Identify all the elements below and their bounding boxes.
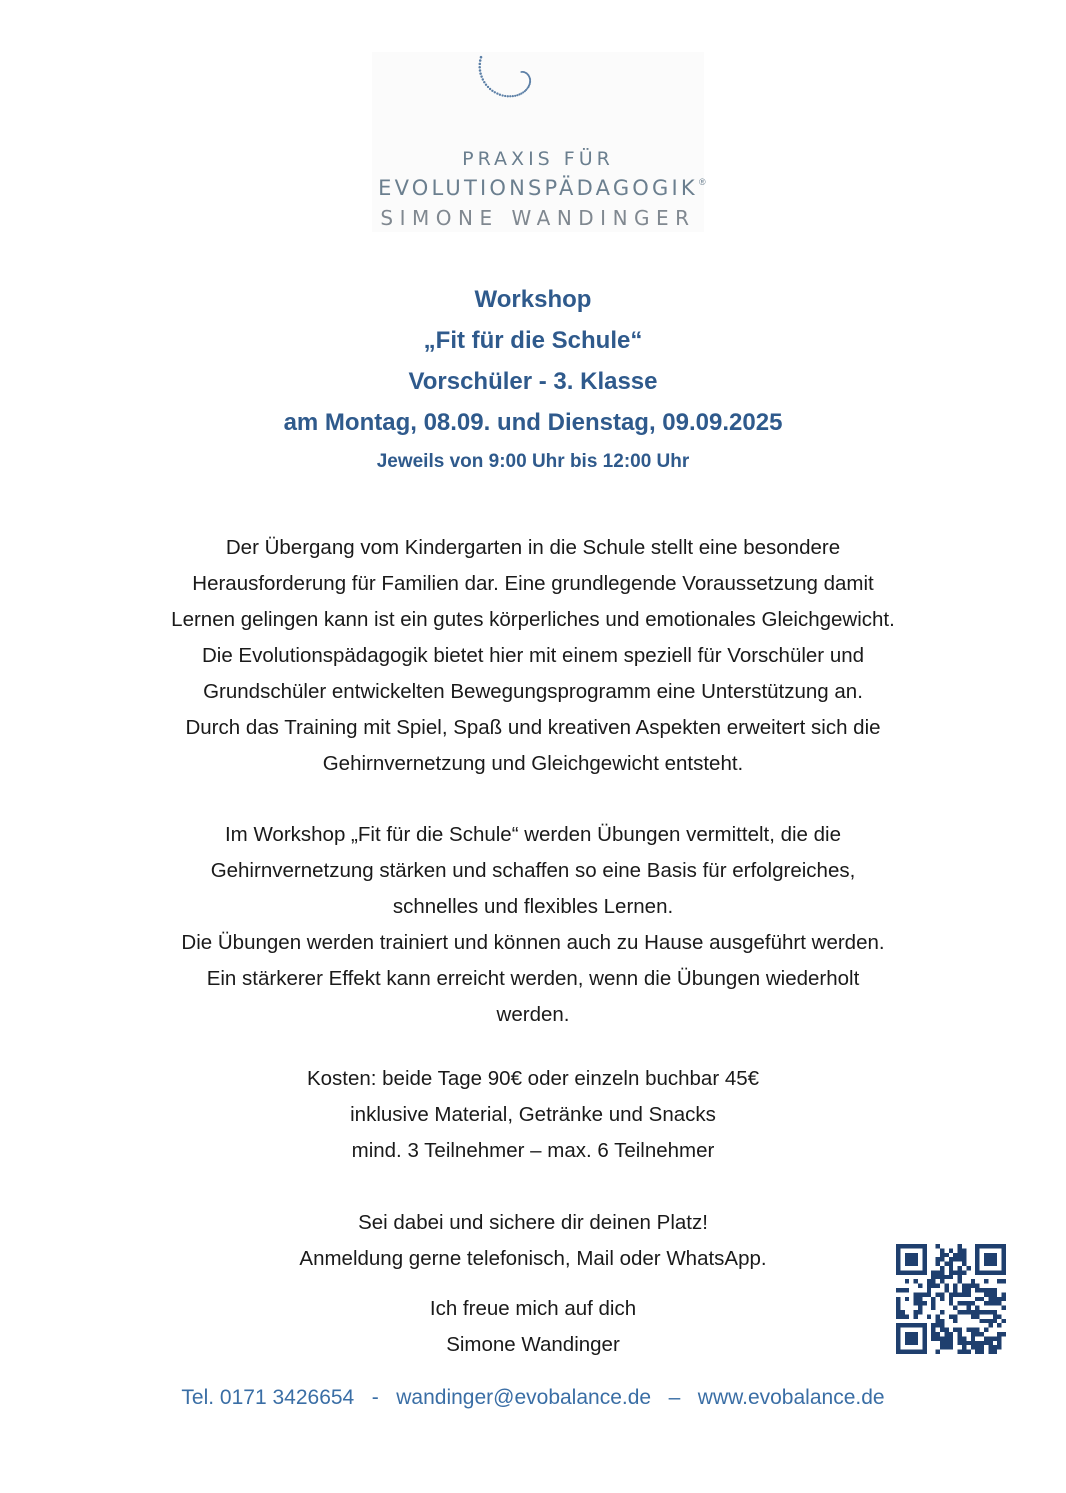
qr-module xyxy=(993,1345,997,1349)
qr-module xyxy=(953,1288,957,1292)
qr-module xyxy=(966,1350,970,1354)
qr-module xyxy=(931,1284,935,1288)
qr-finder xyxy=(984,1253,997,1266)
qr-module xyxy=(936,1319,940,1323)
qr-module xyxy=(971,1310,975,1314)
qr-module xyxy=(944,1341,948,1345)
qr-module xyxy=(940,1257,944,1261)
qr-module xyxy=(993,1314,997,1318)
qr-module xyxy=(918,1292,922,1296)
qr-module xyxy=(944,1332,948,1336)
spiral-dot xyxy=(499,94,501,96)
workshop-paragraph xyxy=(80,817,986,1033)
qr-module xyxy=(988,1310,992,1314)
website-link[interactable]: www.evobalance.de xyxy=(697,1386,885,1409)
qr-module xyxy=(931,1297,935,1301)
qr-module xyxy=(944,1284,948,1288)
spiral-dot xyxy=(479,69,482,72)
workshop-date: am Montag, 08.09. und Dienstag, 09.09.2025 xyxy=(283,409,783,436)
spiral-dot xyxy=(501,94,503,96)
qr-module xyxy=(984,1336,988,1340)
qr-module xyxy=(980,1350,984,1354)
qr-module xyxy=(896,1288,900,1292)
cta-line: Sei dabei und sichere dir deinen Platz! xyxy=(358,1211,708,1234)
qr-module xyxy=(900,1310,904,1314)
qr-module xyxy=(975,1341,979,1345)
qr-module xyxy=(984,1288,988,1292)
qr-module xyxy=(1002,1279,1006,1283)
workshop-label: Workshop xyxy=(474,286,592,313)
qr-module xyxy=(971,1279,975,1283)
closing-block xyxy=(80,1291,986,1363)
qr-module xyxy=(949,1341,953,1345)
qr-module xyxy=(975,1332,979,1336)
qr-module xyxy=(958,1257,962,1261)
qr-module xyxy=(927,1314,931,1318)
qr-module xyxy=(914,1314,918,1318)
qr-module xyxy=(975,1350,979,1354)
qr-module xyxy=(927,1292,931,1296)
contact-footer xyxy=(0,1386,1066,1410)
qr-module xyxy=(922,1292,926,1296)
qr-module xyxy=(940,1341,944,1345)
qr-module xyxy=(914,1310,918,1314)
email-link[interactable]: wandinger@evobalance.de xyxy=(396,1386,652,1409)
qr-module xyxy=(953,1306,957,1310)
qr-module xyxy=(936,1270,940,1274)
qr-module xyxy=(988,1336,992,1340)
qr-module xyxy=(997,1297,1001,1301)
qr-module xyxy=(931,1306,935,1310)
qr-module xyxy=(962,1336,966,1340)
qr-module xyxy=(971,1332,975,1336)
qr-module xyxy=(958,1341,962,1345)
qr-module xyxy=(944,1275,948,1279)
spiral-dot xyxy=(483,81,485,83)
qr-module xyxy=(962,1288,966,1292)
costs-line: inklusive Material, Getränke und Snacks xyxy=(350,1103,716,1126)
qr-module xyxy=(931,1328,935,1332)
qr-module xyxy=(997,1345,1001,1349)
costs-line: mind. 3 Teilnehmer – max. 6 Teilnehmer xyxy=(351,1139,715,1162)
qr-module xyxy=(988,1292,992,1296)
qr-module xyxy=(958,1350,962,1354)
qr-module xyxy=(944,1345,948,1349)
qr-module xyxy=(896,1314,900,1318)
qr-module xyxy=(953,1328,957,1332)
qr-module xyxy=(944,1336,948,1340)
qr-module xyxy=(962,1270,966,1274)
qr-module xyxy=(958,1253,962,1257)
qr-module xyxy=(993,1297,997,1301)
qr-module xyxy=(949,1332,953,1336)
qr-module xyxy=(966,1266,970,1270)
qr-module xyxy=(936,1257,940,1261)
qr-module xyxy=(962,1341,966,1345)
qr-module xyxy=(997,1332,1001,1336)
qr-finder xyxy=(905,1253,918,1266)
qr-module xyxy=(940,1253,944,1257)
intro-line: Lernen gelingen kann ist ein gutes körperliches und emotionales Gleichgewicht. xyxy=(171,608,895,631)
qr-module xyxy=(984,1319,988,1323)
qr-module xyxy=(896,1297,900,1301)
qr-module xyxy=(949,1270,953,1274)
qr-module xyxy=(949,1345,953,1349)
costs-line: Kosten: beide Tage 90€ oder einzeln buchbar 45€ xyxy=(306,1067,760,1090)
qr-module xyxy=(931,1279,935,1283)
qr-module xyxy=(958,1310,962,1314)
spiral-dot xyxy=(479,63,482,66)
qr-module xyxy=(940,1275,944,1279)
qr-module xyxy=(958,1336,962,1340)
qr-module xyxy=(997,1336,1001,1340)
qr-module xyxy=(962,1248,966,1252)
qr-module xyxy=(949,1257,953,1261)
qr-module xyxy=(936,1284,940,1288)
qr-module xyxy=(966,1310,970,1314)
logo-line-name: SIMONE WANDINGER xyxy=(380,206,696,230)
spiral-dot xyxy=(489,88,491,90)
qr-module xyxy=(953,1292,957,1296)
qr-module xyxy=(918,1297,922,1301)
spiral-dot xyxy=(516,94,518,96)
qr-module xyxy=(936,1332,940,1336)
qr-module xyxy=(918,1310,922,1314)
logo-line-praxis: PRAXIS FÜR xyxy=(462,148,614,170)
qr-module xyxy=(988,1350,992,1354)
qr-module xyxy=(918,1284,922,1288)
qr-module xyxy=(953,1257,957,1261)
qr-module xyxy=(993,1319,997,1323)
qr-module xyxy=(997,1341,1001,1345)
qr-module xyxy=(944,1328,948,1332)
spiral-dot xyxy=(479,59,482,62)
qr-module xyxy=(984,1310,988,1314)
qr-module xyxy=(993,1292,997,1296)
qr-module xyxy=(900,1314,904,1318)
qr-module xyxy=(958,1270,962,1274)
qr-module xyxy=(940,1336,944,1340)
qr-module xyxy=(971,1328,975,1332)
qr-module xyxy=(958,1266,962,1270)
qr-module xyxy=(936,1314,940,1318)
qr-module xyxy=(971,1301,975,1305)
spiral-dot xyxy=(518,93,520,95)
qr-module xyxy=(958,1244,962,1248)
qr-module xyxy=(896,1306,900,1310)
qr-module xyxy=(980,1332,984,1336)
qr-module xyxy=(1002,1332,1006,1336)
qr-module xyxy=(966,1301,970,1305)
workshop-line: Gehirnvernetzung stärken und schaffen so eine Basis für erfolgreiches, xyxy=(210,859,856,882)
qr-module xyxy=(940,1292,944,1296)
qr-module xyxy=(905,1288,909,1292)
qr-module xyxy=(988,1323,992,1327)
spiral-dot xyxy=(491,90,493,92)
qr-module xyxy=(988,1288,992,1292)
qr-module xyxy=(975,1310,979,1314)
qr-module xyxy=(905,1279,909,1283)
qr-module xyxy=(936,1336,940,1340)
qr-module xyxy=(949,1262,953,1266)
logo xyxy=(372,52,704,232)
spiral-dot xyxy=(514,95,516,97)
qr-module xyxy=(988,1301,992,1305)
qr-code-icon[interactable] xyxy=(896,1244,1006,1354)
qr-module xyxy=(949,1266,953,1270)
qr-module xyxy=(958,1328,962,1332)
qr-module xyxy=(949,1248,953,1252)
workshop-line: Im Workshop „Fit für die Schule“ werden Übungen vermittelt, die die xyxy=(224,823,842,846)
qr-module xyxy=(962,1257,966,1261)
qr-module xyxy=(953,1314,957,1318)
spiral-dot xyxy=(479,72,482,75)
qr-module xyxy=(931,1336,935,1340)
qr-module xyxy=(949,1336,953,1340)
qr-module xyxy=(914,1279,918,1283)
spiral-dot xyxy=(496,92,498,94)
qr-module xyxy=(997,1323,1001,1327)
intro-line: Herausforderung für Familien dar. Eine grundlegende Voraussetzung damit xyxy=(192,572,874,595)
qr-module xyxy=(914,1301,918,1305)
qr-module xyxy=(927,1284,931,1288)
qr-module xyxy=(971,1284,975,1288)
qr-module xyxy=(988,1319,992,1323)
registered-mark: ® xyxy=(699,177,706,187)
qr-module xyxy=(949,1297,953,1301)
qr-module xyxy=(940,1279,944,1283)
qr-module xyxy=(984,1279,988,1283)
qr-module xyxy=(993,1336,997,1340)
qr-module xyxy=(953,1253,957,1257)
qr-module xyxy=(931,1332,935,1336)
qr-module xyxy=(944,1262,948,1266)
spiral-dot xyxy=(478,66,481,69)
qr-module xyxy=(905,1297,909,1301)
spiral-dot xyxy=(480,75,482,77)
qr-module xyxy=(980,1319,984,1323)
qr-module xyxy=(936,1244,940,1248)
qr-module xyxy=(971,1336,975,1340)
qr-module xyxy=(993,1310,997,1314)
cta-line: Anmeldung gerne telefonisch, Mail oder WhatsApp. xyxy=(299,1247,767,1270)
qr-module xyxy=(931,1323,935,1327)
qr-module xyxy=(975,1306,979,1310)
qr-module xyxy=(966,1306,970,1310)
qr-module xyxy=(975,1314,979,1318)
qr-module xyxy=(936,1350,940,1354)
qr-module xyxy=(962,1284,966,1288)
workshop-time: Jeweils von 9:00 Uhr bis 12:00 Uhr xyxy=(376,451,690,472)
footer-separator: - xyxy=(354,1386,397,1409)
qr-module xyxy=(940,1319,944,1323)
qr-module xyxy=(936,1262,940,1266)
logo-line-evolutionspaedagogik: EVOLUTIONSPÄDAGOGIK xyxy=(378,176,698,200)
qr-module xyxy=(940,1310,944,1314)
qr-module xyxy=(975,1328,979,1332)
qr-module xyxy=(927,1279,931,1283)
intro-line: Die Evolutionspädagogik bietet hier mit einem speziell für Vorschüler und xyxy=(201,644,865,667)
qr-module xyxy=(958,1301,962,1305)
footer-separator: – xyxy=(651,1386,698,1409)
qr-module xyxy=(988,1341,992,1345)
spiral-dot xyxy=(509,95,511,97)
qr-module xyxy=(940,1297,944,1301)
qr-module xyxy=(988,1297,992,1301)
qr-module xyxy=(927,1288,931,1292)
qr-module xyxy=(914,1297,918,1301)
qr-module xyxy=(958,1332,962,1336)
intro-paragraph xyxy=(80,530,986,782)
qr-module xyxy=(993,1301,997,1305)
qr-module xyxy=(896,1310,900,1314)
qr-module xyxy=(971,1314,975,1318)
qr-module xyxy=(936,1275,940,1279)
qr-module xyxy=(896,1301,900,1305)
qr-module xyxy=(975,1297,979,1301)
closing-signature: Simone Wandinger xyxy=(446,1333,620,1356)
qr-module xyxy=(1002,1297,1006,1301)
qr-module xyxy=(940,1345,944,1349)
qr-module xyxy=(936,1323,940,1327)
qr-module xyxy=(940,1323,944,1327)
qr-module xyxy=(962,1350,966,1354)
qr-module xyxy=(1002,1306,1006,1310)
qr-module xyxy=(962,1310,966,1314)
qr-module xyxy=(918,1301,922,1305)
qr-module xyxy=(944,1253,948,1257)
qr-module xyxy=(962,1262,966,1266)
qr-module xyxy=(971,1341,975,1345)
qr-module xyxy=(962,1292,966,1296)
costs-block xyxy=(80,1061,986,1169)
intro-line: Der Übergang vom Kindergarten in die Schule stellt eine besondere xyxy=(225,536,841,559)
qr-module xyxy=(962,1253,966,1257)
workshop-title: „Fit für die Schule“ xyxy=(423,327,643,354)
qr-module xyxy=(1002,1292,1006,1296)
qr-module xyxy=(997,1279,1001,1283)
workshop-line: schnelles und flexibles Lernen. xyxy=(392,895,674,918)
qr-module xyxy=(980,1310,984,1314)
spiral-dot xyxy=(494,91,496,93)
qr-module xyxy=(900,1288,904,1292)
qr-module xyxy=(922,1301,926,1305)
qr-module xyxy=(997,1301,1001,1305)
qr-module xyxy=(958,1275,962,1279)
spiral-dot xyxy=(520,92,522,94)
qr-module xyxy=(966,1284,970,1288)
qr-module xyxy=(931,1275,935,1279)
qr-module xyxy=(940,1266,944,1270)
qr-module xyxy=(975,1288,979,1292)
workshop-line: werden. xyxy=(496,1003,570,1026)
qr-module xyxy=(966,1328,970,1332)
qr-module xyxy=(993,1350,997,1354)
qr-module xyxy=(940,1328,944,1332)
qr-module xyxy=(940,1248,944,1252)
qr-module xyxy=(1002,1319,1006,1323)
spiral-dot xyxy=(522,91,524,93)
qr-module xyxy=(993,1288,997,1292)
qr-module xyxy=(980,1288,984,1292)
qr-module xyxy=(980,1341,984,1345)
qr-module xyxy=(936,1292,940,1296)
qr-module xyxy=(966,1292,970,1296)
intro-line: Durch das Training mit Spiel, Spaß und kreativen Aspekten erweitert sich die xyxy=(185,716,881,739)
spiral-dot xyxy=(512,95,514,97)
phone-number[interactable]: Tel. 0171 3426654 xyxy=(181,1386,355,1409)
qr-module xyxy=(962,1301,966,1305)
intro-line: Gehirnvernetzung und Gleichgewicht entsteht. xyxy=(322,752,744,775)
qr-module xyxy=(975,1345,979,1349)
qr-module xyxy=(966,1341,970,1345)
qr-module xyxy=(984,1328,988,1332)
qr-module xyxy=(980,1345,984,1349)
qr-module xyxy=(958,1248,962,1252)
spiral-dot xyxy=(507,95,509,97)
qr-module xyxy=(984,1301,988,1305)
qr-module xyxy=(914,1292,918,1296)
spiral-dot xyxy=(482,78,484,80)
workshop-line: Die Übungen werden trainiert und können auch zu Hause ausgeführt werden. xyxy=(181,931,885,954)
qr-module xyxy=(988,1345,992,1349)
qr-module xyxy=(953,1284,957,1288)
qr-module xyxy=(953,1270,957,1274)
workshop-line: Ein stärkerer Effekt kann erreicht werden, wenn die Übungen wiederholt xyxy=(206,967,860,990)
intro-line: Grundschüler entwickelten Bewegungsprogramm eine Unterstützung an. xyxy=(203,680,863,703)
spiral-dot xyxy=(480,56,483,59)
qr-module xyxy=(958,1279,962,1283)
call-to-action xyxy=(80,1205,986,1277)
qr-module xyxy=(984,1341,988,1345)
qr-module xyxy=(931,1270,935,1274)
spiral-dot xyxy=(485,83,487,85)
spiral-dot xyxy=(504,95,506,97)
qr-module xyxy=(966,1288,970,1292)
qr-module xyxy=(958,1292,962,1296)
qr-module xyxy=(944,1288,948,1292)
qr-module xyxy=(980,1297,984,1301)
spiral-logo-icon xyxy=(372,52,704,147)
qr-module xyxy=(984,1292,988,1296)
qr-module xyxy=(949,1314,953,1318)
qr-module xyxy=(949,1275,953,1279)
qr-module xyxy=(940,1270,944,1274)
qr-module xyxy=(905,1314,909,1318)
qr-module xyxy=(949,1301,953,1305)
qr-module xyxy=(918,1306,922,1310)
spiral-dot xyxy=(487,86,489,88)
qr-module xyxy=(931,1301,935,1305)
qr-module xyxy=(997,1314,1001,1318)
qr-module xyxy=(971,1345,975,1349)
workshop-audience: Vorschüler - 3. Klasse xyxy=(408,368,658,395)
closing-greeting: Ich freue mich auf dich xyxy=(429,1297,637,1320)
qr-module xyxy=(953,1319,957,1323)
qr-module xyxy=(975,1284,979,1288)
qr-finder xyxy=(905,1332,918,1345)
qr-module xyxy=(949,1292,953,1296)
qr-module xyxy=(962,1345,966,1349)
